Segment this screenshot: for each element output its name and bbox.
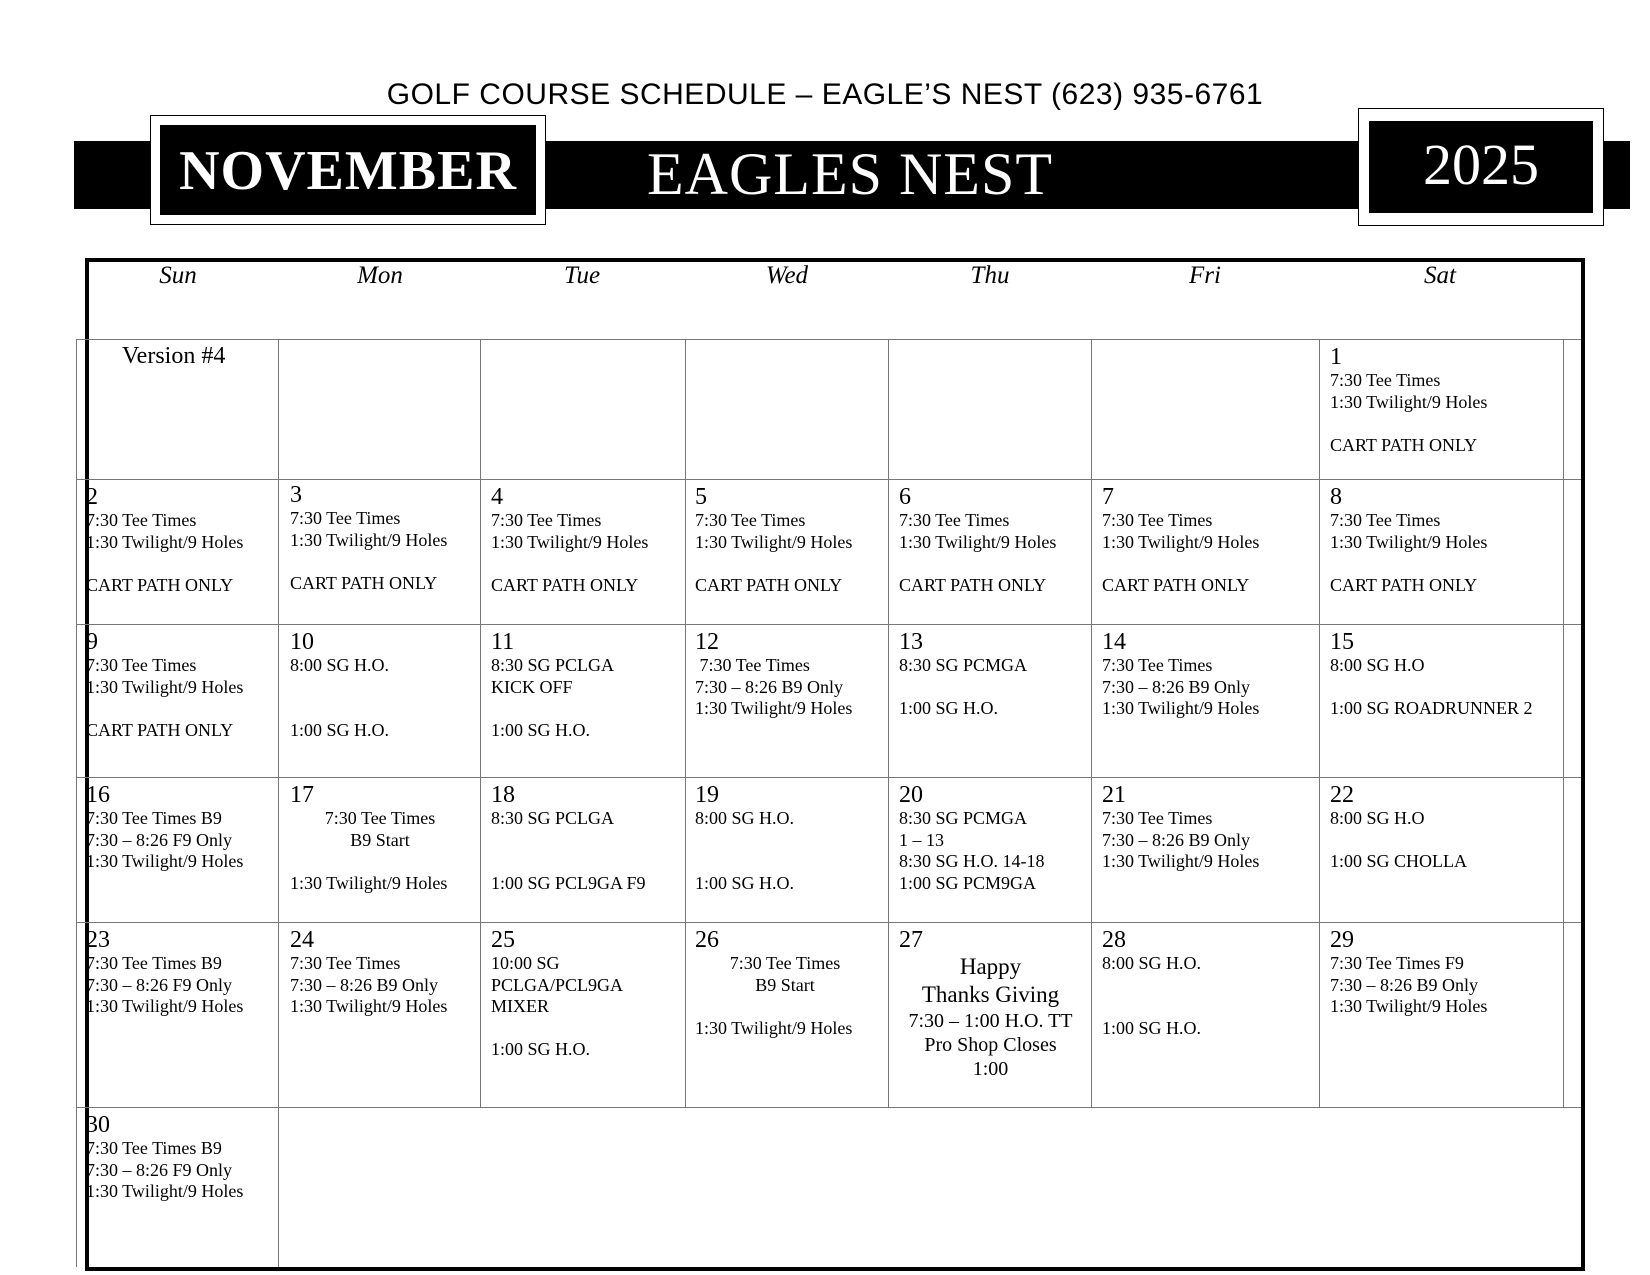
schedule-line: 7:30 Tee Times [1330,510,1441,530]
day-cell-14 [1102,629,1259,720]
schedule-line: 1:30 Twilight/9 Holes [695,698,853,718]
grid-line [76,339,1581,340]
schedule-line: 7:30 Tee Times B9 [86,1138,222,1158]
weekday-mon: Mon [357,262,403,289]
weekday-thu: Thu [970,262,1010,289]
day-number: 22 [1330,782,1354,808]
schedule-line [1330,830,1467,852]
day-cell-26 [695,927,875,1039]
schedule-line: PCLGA/PCL9GA [491,974,624,995]
day-cell-23 [86,927,243,1018]
schedule-line: CART PATH ONLY [290,572,438,593]
day-number: 19 [695,782,719,808]
schedule-line: 7:30 Tee Times [86,655,197,675]
schedule-line: 7:30 Tee Times [695,655,810,675]
grid-line [76,479,1581,480]
schedule-line: CART PATH ONLY [491,574,639,595]
schedule-line [86,553,243,575]
day-number: 10 [290,629,314,655]
day-number: 16 [86,782,110,808]
schedule-line: 10:00 SG [491,953,560,973]
schedule-line: 8:30 SG H.O. 14-18 [899,851,1045,871]
schedule-line: 8:30 SG PCLGA [491,655,615,675]
schedule-line: 1 – 13 [899,829,944,850]
day-cell-29 [1330,927,1487,1018]
grid-line [76,1107,1581,1108]
schedule-line: 7:30 Tee Times [729,953,841,973]
schedule-line [899,677,1027,699]
schedule-line: 1:00 SG H.O. [491,1039,591,1059]
schedule-line: 7:30 Tee Times [324,808,436,828]
version-note: Version #4 [122,343,226,369]
schedule-line: 1:30 Twilight/9 Holes [290,872,448,893]
day-cell-16 [86,782,243,873]
year-badge-inner [1369,121,1593,213]
schedule-line: 7:30 Tee Times B9 [86,953,222,973]
day-number: 26 [695,927,719,953]
day-number: 12 [695,629,719,655]
day-cell-22 [1330,782,1467,873]
schedule-line: 7:30 Tee Times [1330,370,1441,390]
day-number: 28 [1102,927,1126,953]
schedule-line: 7:30 Tee Times [1102,808,1213,828]
day-number: 30 [86,1112,110,1138]
schedule-line: CART PATH ONLY [86,574,234,595]
schedule-line: 7:30 – 8:26 B9 Only [1102,676,1251,697]
day-number: 14 [1102,629,1126,655]
schedule-line: 1:00 SG ROADRUNNER 2 [1330,698,1533,718]
schedule-title: GOLF COURSE SCHEDULE – EAGLE’S NEST (623) 935-6761 [386,78,1264,111]
schedule-line: 8:00 SG H.O. [290,655,390,675]
schedule-line: B9 Start [755,974,815,995]
month-badge [150,115,546,225]
day-cell-20 [899,782,1045,894]
weekday-wed: Wed [765,262,809,289]
month-badge-inner [157,122,539,218]
schedule-line: 1:30 Twilight/9 Holes [1330,391,1488,412]
day-number: 5 [695,484,707,510]
schedule-line: 1:00 SG H.O. [290,719,390,740]
schedule-line [290,698,389,720]
schedule-line [1330,677,1533,699]
schedule-line: 1:00 SG H.O. [1102,1017,1202,1038]
schedule-line [1330,553,1487,575]
month-label: NOVEMBER [179,140,517,202]
schedule-line: 7:30 – 8:26 B9 Only [1330,974,1479,995]
schedule-line: CART PATH ONLY [1330,574,1478,595]
day-number: 7 [1102,484,1114,510]
schedule-line: 1:30 Twilight/9 Holes [695,1017,853,1038]
day-number: 25 [491,927,515,953]
schedule-line [1102,975,1201,997]
schedule-line: 7:30 – 8:26 F9 Only [86,1159,233,1180]
schedule-line: 7:30 Tee Times [1102,655,1213,675]
weekday-tue: Tue [563,262,601,289]
schedule-line [290,677,389,699]
day-cell-5 [695,484,852,596]
schedule-line: 7:30 Tee Times [290,953,401,973]
schedule-line: 7:30 Tee Times [86,510,197,530]
schedule-line [491,830,646,852]
schedule-line: 7:30 Tee Times F9 [1330,953,1464,973]
schedule-line: 7:30 – 8:26 F9 Only [86,974,233,995]
schedule-line: 1:30 Twilight/9 Holes [290,996,448,1016]
schedule-line: 7:30 – 8:26 B9 Only [695,676,844,697]
schedule-line: 1:00 [972,1058,1009,1080]
day-number: 13 [899,629,923,655]
schedule-line: 8:00 SG H.O. [1102,953,1202,973]
day-cell-28 [1102,927,1201,1039]
schedule-line: 1:30 Twilight/9 Holes [86,676,244,697]
schedule-line [491,1018,623,1040]
grid-line [76,624,1581,625]
day-cell-11 [491,629,614,741]
day-number: 6 [899,484,911,510]
schedule-line: 8:00 SG H.O [1330,655,1425,675]
schedule-line: MIXER [491,996,549,1016]
course-title: EAGLES NEST [647,141,1053,207]
schedule-line: 1:30 Twilight/9 Holes [86,996,244,1016]
schedule-line [695,996,875,1018]
day-number: 8 [1330,484,1342,510]
schedule-line: 1:00 SG PCL9GA F9 [491,872,646,893]
schedule-line: 1:30 Twilight/9 Holes [695,531,853,552]
schedule-line: 1:30 Twilight/9 Holes [86,531,244,552]
schedule-line: 7:30 – 8:26 B9 Only [1102,829,1251,850]
schedule-line: 7:30 Tee Times [899,510,1010,530]
day-number: 29 [1330,927,1354,953]
schedule-line: CART PATH ONLY [1102,574,1250,595]
schedule-line: 1:00 SG H.O. [695,872,795,893]
schedule-line [695,553,852,575]
schedule-line: Pro Shop Closes [924,1034,1057,1056]
schedule-line: 8:30 SG PCMGA [899,655,1028,675]
day-cell-17 [290,782,470,894]
schedule-line [86,698,243,720]
day-cell-9 [86,629,243,741]
schedule-line: 7:30 – 8:26 F9 Only [86,829,233,850]
schedule-line [290,551,447,573]
day-number: 3 [290,482,302,508]
day-number: 21 [1102,782,1126,808]
day-cell-21 [1102,782,1259,873]
schedule-line: 7:30 Tee Times [290,508,401,528]
day-cell-24 [290,927,447,1018]
schedule-line: KICK OFF [491,676,573,697]
weekday-sat: Sat [1424,262,1456,289]
day-cell-1 [1330,344,1487,456]
day-cell-10 [290,629,389,741]
weekday-fri: Fri [1189,262,1221,289]
day-number: 17 [290,782,314,808]
day-cell-2 [86,484,243,596]
schedule-line: 1:30 Twilight/9 Holes [1330,531,1488,552]
schedule-line: CART PATH ONLY [1330,434,1478,455]
schedule-line: 1:30 Twilight/9 Holes [1102,698,1260,718]
grid-line [1091,339,1092,1107]
day-number: 11 [491,629,515,655]
schedule-line [491,553,648,575]
day-cell-6 [899,484,1056,596]
schedule-line: 1:00 SG H.O. [899,698,999,718]
day-number: 1 [1330,344,1342,370]
schedule-line: 7:30 Tee Times [695,510,806,530]
schedule-line: 8:00 SG H.O [1330,808,1425,828]
day-cell-27 [899,927,1082,1081]
weekday-sun: Sun [159,262,197,289]
schedule-line: 7:30 Tee Times [1102,510,1213,530]
day-number: 4 [491,484,503,510]
grid-line [76,777,1581,778]
day-cell-4 [491,484,648,596]
day-cell-13 [899,629,1027,720]
schedule-line: 7:30 – 1:00 H.O. TT [908,1010,1073,1032]
schedule-line: 7:30 – 8:26 B9 Only [290,974,439,995]
schedule-line: B9 Start [350,829,410,850]
schedule-line: CART PATH ONLY [86,719,234,740]
schedule-line: 1:30 Twilight/9 Holes [899,531,1057,552]
schedule-line: 8:30 SG PCMGA [899,808,1028,828]
grid-line [480,339,481,1107]
grid-line [76,922,1581,923]
day-cell-18 [491,782,646,894]
schedule-line: CART PATH ONLY [695,574,843,595]
day-cell-25 [491,927,623,1061]
schedule-line: 7:30 Tee Times B9 [86,808,222,828]
schedule-line [695,830,794,852]
schedule-line [695,851,794,873]
grid-line [685,339,686,1107]
day-number: 23 [86,927,110,953]
schedule-line: 1:00 SG PCM9GA [899,872,1037,893]
day-number: 24 [290,927,314,953]
schedule-line: 1:30 Twilight/9 Holes [491,531,649,552]
schedule-line: 1:30 Twilight/9 Holes [290,529,448,550]
schedule-line: 1:30 Twilight/9 Holes [86,1181,244,1201]
schedule-line [1102,996,1201,1018]
schedule-line: CART PATH ONLY [899,574,1047,595]
schedule-line [899,553,1056,575]
schedule-line: 1:30 Twilight/9 Holes [1330,996,1488,1016]
schedule-line: 8:00 SG H.O. [695,808,795,828]
holiday-line: Happy [959,954,1022,979]
day-cell-15 [1330,629,1533,720]
grid-line [278,339,279,1267]
day-cell-30 [86,1112,243,1203]
day-cell-7 [1102,484,1259,596]
day-number: 9 [86,629,98,655]
schedule-line: 1:30 Twilight/9 Holes [1102,851,1260,871]
day-number: 20 [899,782,923,808]
year-badge [1358,108,1604,226]
day-number: 15 [1330,629,1354,655]
schedule-line: 1:00 SG CHOLLA [1330,851,1468,871]
schedule-line [1102,553,1259,575]
day-number: 18 [491,782,515,808]
grid-line [1319,339,1320,1107]
day-cell-19 [695,782,794,894]
holiday-line: Thanks Giving [921,982,1060,1007]
day-cell-12 [695,629,852,720]
schedule-line: 7:30 Tee Times [491,510,602,530]
day-number: 2 [86,484,98,510]
year-label: 2025 [1423,132,1539,197]
schedule-line [290,851,470,873]
schedule-line [491,698,614,720]
grid-line [888,339,889,1107]
grid-line [1563,339,1564,1107]
schedule-line: 8:30 SG PCLGA [491,808,615,828]
schedule-line: 1:30 Twilight/9 Holes [1102,531,1260,552]
schedule-line: 1:30 Twilight/9 Holes [86,851,244,871]
day-cell-8 [1330,484,1487,596]
schedule-line [1330,413,1487,435]
grid-line [76,339,77,1267]
day-cell-3 [290,482,447,594]
day-number: 27 [899,927,923,953]
schedule-line: 1:00 SG H.O. [491,719,591,740]
schedule-line [491,851,646,873]
